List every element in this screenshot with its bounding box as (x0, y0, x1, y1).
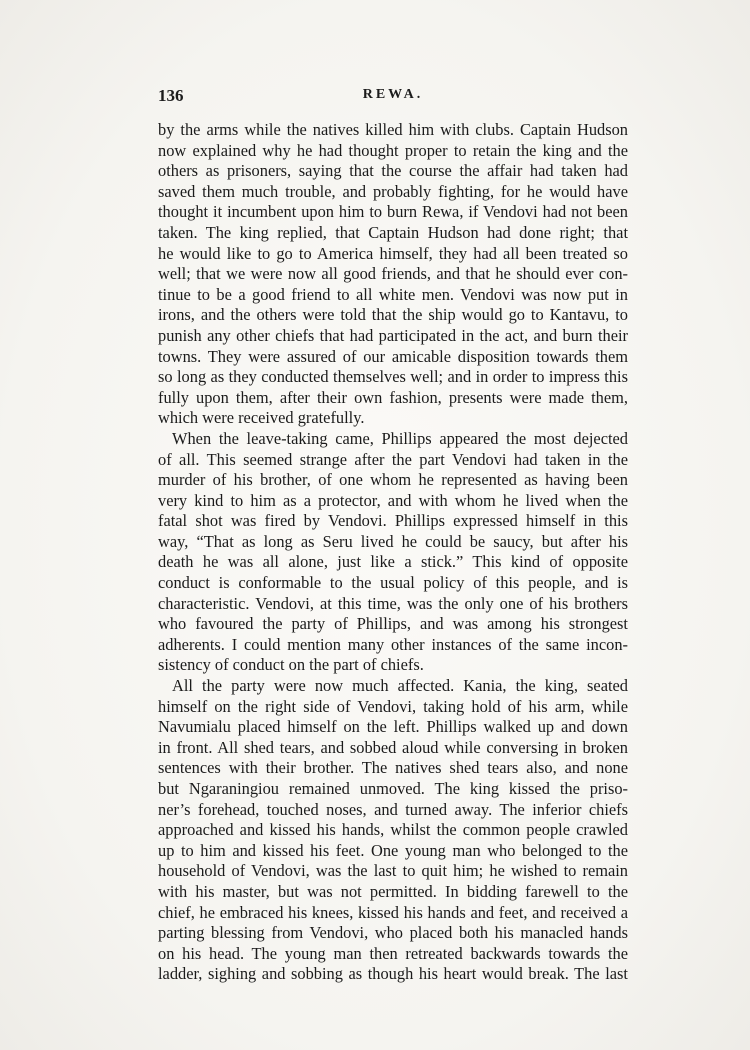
text-line: saved them much trouble, and probably fighting, for he would have (158, 181, 628, 201)
text-line: so long as they conducted themselves well; and in order to impress this (158, 367, 628, 387)
text-line: household of Vendovi, was the last to quit him; he wished to remain (158, 861, 628, 881)
text-line: on his head. The young man then retreated backwards towards the (158, 943, 628, 963)
text-line: well; that we were now all good friends, and that he should ever con- (158, 264, 628, 284)
text-line: When the leave-taking came, Phillips appeared the most dejected (172, 428, 628, 448)
text-line: thought it incumbent upon him to burn Rewa, if Vendovi had not been (158, 202, 628, 222)
text-line: All the party were now much affected. Kania, the king, seated (172, 676, 628, 696)
paragraph (158, 676, 628, 985)
text-line: chief, he embraced his knees, kissed his hands and feet, and received a (158, 902, 628, 922)
text-line: himself on the right side of Vendovi, taking hold of his arm, while (158, 696, 628, 716)
text-line: ner’s forehead, touched noses, and turned away. The inferior chiefs (158, 799, 628, 819)
text-line: Navumialu placed himself on the left. Phillips walked up and down (158, 717, 628, 737)
text-line: who favoured the party of Phillips, and was among his strongest (158, 614, 628, 634)
text-line: sistency of conduct on the part of chiefs. (158, 655, 424, 675)
text-line: of all. This seemed strange after the part Vendovi had taken in the (158, 449, 628, 469)
text-line: up to him and kissed his feet. One young man who belonged to the (158, 840, 628, 860)
text-line: fatal shot was fired by Vendovi. Phillips expressed himself in this (158, 511, 628, 531)
text-line: characteristic. Vendovi, at this time, was the only one of his brothers (158, 593, 628, 613)
text-line: irons, and the others were told that the ship would go to Kantavu, to (158, 305, 628, 325)
text-line: death he was all alone, just like a stick.” This kind of opposite (158, 552, 628, 572)
page-header (158, 86, 628, 108)
text-line: which were received gratefully. (158, 408, 365, 428)
text-line: he would like to go to America himself, they had all been treated so (158, 243, 628, 263)
text-line: parting blessing from Vendovi, who placed both his manacled hands (158, 923, 628, 943)
text-line: adherents. I could mention many other instances of the same incon- (158, 634, 628, 654)
text-line: by the arms while the natives killed him with clubs. Captain Hudson (158, 120, 628, 139)
text-line: ladder, sighing and sobbing as though his heart would break. The last (158, 964, 628, 984)
text-line: way, “That as long as Seru lived he could be saucy, but after his (158, 531, 628, 551)
text-line: fully upon them, after their own fashion, presents were made them, (158, 387, 628, 407)
text-line: murder of his brother, of one whom he represented as having been (158, 470, 628, 490)
text-line: very kind to him as a protector, and with whom he lived when the (158, 490, 628, 510)
text-line: now explained why he had thought proper to retain the king and the (158, 140, 628, 160)
body-text (158, 120, 628, 985)
text-line: conduct is conformable to the usual policy of this people, and is (158, 573, 628, 593)
paragraph (158, 120, 628, 429)
text-line: tinue to be a good friend to all white men. Vendovi was now put in (158, 284, 628, 304)
text-line: taken. The king replied, that Captain Hudson had done right; that (158, 222, 628, 242)
running-head: REWA. (362, 87, 424, 102)
text-line: punish any other chiefs that had participated in the act, and burn their (158, 325, 628, 345)
text-line: sentences with their brother. The natives shed tears also, and none (158, 758, 628, 778)
text-line: with his master, but was not permitted. In bidding farewell to the (158, 881, 628, 901)
page-number: 136 (158, 86, 184, 105)
text-line: others as prisoners, saying that the course the affair had taken had (158, 161, 628, 181)
paragraph (158, 429, 628, 676)
text-line: towns. They were assured of our amicable disposition towards them (158, 346, 628, 366)
text-line: in front. All shed tears, and sobbed aloud while conversing in broken (158, 737, 628, 757)
text-line: approached and kissed his hands, whilst the common people crawled (158, 820, 628, 840)
text-line: but Ngaraningiou remained unmoved. The king kissed the priso- (158, 779, 628, 798)
